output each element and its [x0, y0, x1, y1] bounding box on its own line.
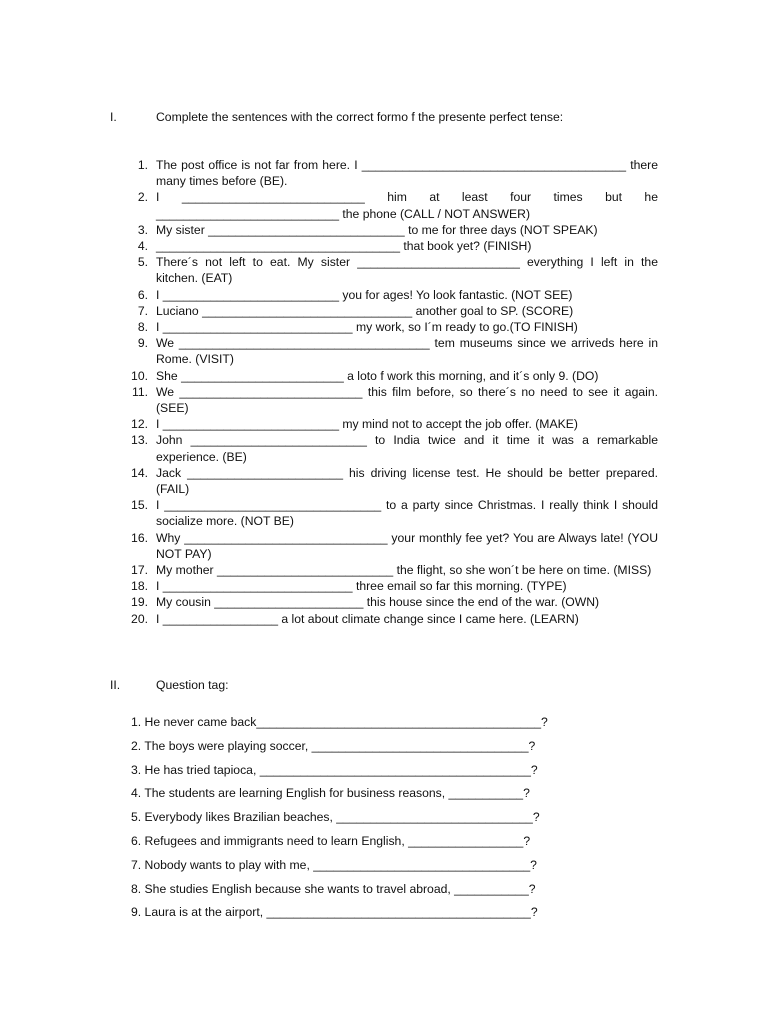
section-2-question-tag-list: [131, 711, 591, 925]
exercise-item-number: 4.: [137, 239, 148, 254]
question-tag-item: 6. Refugees and immigrants need to learn English, _________________?: [131, 833, 531, 848]
exercise-item-number: 1.: [137, 158, 148, 172]
exercise-item: [120, 189, 658, 221]
exercise-item-number: 15.: [131, 498, 148, 513]
exercise-item-number: 16.: [131, 530, 148, 545]
exercise-item: [120, 254, 658, 286]
exercise-item: [120, 594, 658, 610]
question-tag-item: 1. He never came back__________________________________________?: [131, 715, 548, 729]
section-2-header: [110, 678, 670, 696]
exercise-item-text: Luciano _______________________________ another goal to SP. (SCORE): [156, 303, 574, 318]
section-2-title: Question tag:: [156, 678, 229, 692]
question-tag-item: 3. He has tried tapioca, ________________________________________?: [131, 762, 538, 777]
exercise-item-text: My cousin ______________________ this house since the end of the war. (OWN): [156, 595, 600, 610]
exercise-item: [120, 222, 658, 238]
question-tag-item: 8. She studies English because she wants to travel abroad, ___________?: [131, 881, 536, 896]
exercise-item: [120, 319, 658, 335]
exercise-item-number: 18.: [131, 579, 148, 594]
exercise-item-number: 20.: [131, 611, 148, 626]
exercise-item-text: Jack _______________________ his driving license test. He should be better prepared. (FAIL): [156, 465, 658, 497]
section-1-title: Complete the sentences with the correct formo f the presente perfect tense:: [156, 110, 564, 124]
exercise-item-text: I ___________________________ him at least four times but he ___________________________ the phone (CALL / NOT ANSWER): [156, 190, 658, 221]
exercise-item-text: She ________________________ a loto f work this morning, and it´s only 9. (DO): [156, 368, 599, 383]
exercise-item-number: 3.: [137, 222, 148, 237]
question-tag-item: 5. Everybody likes Brazilian beaches, _____________________________?: [131, 810, 540, 825]
exercise-item: [120, 287, 658, 303]
section-1-number: I.: [110, 110, 117, 124]
exercise-item: [120, 611, 658, 627]
exercise-item-number: 19.: [131, 595, 148, 610]
exercise-item-text: There´s not left to eat. My sister ________________________ everything I left in the kitchen. (EAT): [156, 255, 658, 286]
exercise-item-number: 11.: [131, 384, 148, 399]
exercise-item-number: 14.: [131, 465, 148, 480]
exercise-item-text: I _________________ a lot about climate change since I came here. (LEARN): [156, 611, 579, 626]
question-tag-item: 2. The boys were playing soccer, ________________________________?: [131, 738, 536, 753]
exercise-item: [120, 303, 658, 319]
exercise-item-text: John __________________________ to India twice and it time it was a remarkable experience. (BE): [156, 433, 658, 464]
exercise-item-text: I __________________________ you for ages! Yo look fantastic. (NOT SEE): [156, 287, 573, 302]
question-tag-item: 4. The students are learning English for business reasons, ___________?: [131, 786, 530, 801]
exercise-item-text: My mother __________________________ the flight, so she won´t be here on time. (MISS): [156, 563, 652, 578]
exercise-item: [120, 578, 658, 594]
exercise-item-text: I ________________________________ to a party since Christmas. I really think I should socialize more. (NOT BE): [156, 498, 658, 529]
question-tag-item: 7. Nobody wants to play with me, ________________________________?: [131, 857, 537, 872]
exercise-item-text: I ____________________________ my work, so I´m ready to go.(TO FINISH): [156, 320, 578, 335]
exercise-item: [120, 432, 658, 464]
exercise-item: [120, 416, 658, 432]
exercise-item-number: 6.: [137, 287, 148, 302]
exercise-item-number: 8.: [137, 320, 148, 335]
exercise-item-text: We ___________________________ this film before, so there´s no need to see it again. (SEE): [156, 384, 658, 416]
exercise-item-number: 12.: [131, 417, 148, 432]
exercise-item: [120, 238, 658, 254]
exercise-item-number: 10.: [131, 368, 148, 383]
exercise-item-number: 2.: [137, 190, 148, 205]
exercise-item-text: We _____________________________________ tem museums since we arriveds here in Rome. (VISIT): [156, 336, 658, 367]
exercise-item-number: 17.: [131, 563, 148, 578]
exercise-item: [120, 157, 658, 189]
exercise-item: [120, 384, 658, 416]
exercise-item: [120, 368, 658, 384]
exercise-item-text: The post office is not far from here. I _______________________________________ there many times before (BE).: [156, 158, 658, 189]
exercise-item: [120, 335, 658, 367]
exercise-item-number: 7.: [137, 303, 148, 318]
exercise-item-text: ____________________________________ that book yet? (FINISH): [156, 239, 532, 254]
exercise-item: [120, 465, 658, 497]
section-1-header: [110, 110, 670, 128]
exercise-item-text: I __________________________ my mind not to accept the job offer. (MAKE): [156, 417, 578, 432]
exercise-item: [120, 497, 658, 529]
exercise-item-text: Why ______________________________ your monthly fee yet? You are Always late! (YOU NOT PAY): [156, 530, 658, 561]
exercise-item-number: 9.: [137, 336, 148, 351]
exercise-item: [120, 530, 658, 562]
exercise-item-text: My sister _____________________________ to me for three days (NOT SPEAK): [156, 222, 598, 237]
section-2-number: II.: [110, 678, 121, 692]
exercise-item-number: 5.: [137, 255, 148, 270]
exercise-item-number: 13.: [131, 433, 148, 448]
exercise-item: [120, 562, 658, 578]
question-tag-item: 9. Laura is at the airport, _______________________________________?: [131, 905, 538, 920]
exercise-item-text: I ____________________________ three email so far this morning. (TYPE): [156, 579, 567, 594]
section-1-exercise-list: [120, 157, 658, 627]
